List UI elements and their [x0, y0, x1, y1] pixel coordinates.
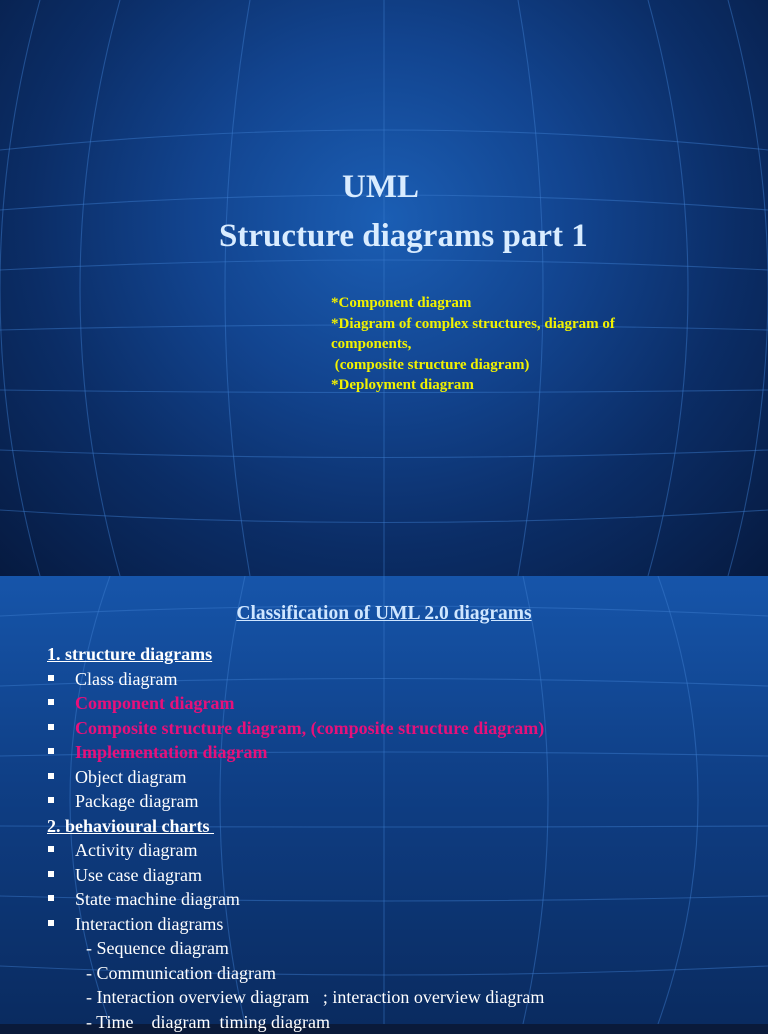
square-bullet-icon [48, 871, 54, 877]
square-bullet-icon [48, 846, 54, 852]
list-item: Activity diagram [47, 838, 747, 863]
square-bullet-icon [48, 724, 54, 730]
slide2-heading: Classification of UML 2.0 diagrams [0, 603, 768, 625]
square-bullet-icon [48, 699, 54, 705]
square-bullet-icon [48, 920, 54, 926]
title-structure-diagrams: Structure diagrams part 1 [219, 215, 588, 257]
sub-list-item: - Communication diagram [47, 961, 747, 986]
sub-list-item: - Time diagram timing diagram [47, 1010, 747, 1034]
section-behavioural-charts: 2. behavioural charts [47, 814, 747, 839]
slide1-topic-list [331, 293, 676, 396]
list-item: Class diagram [47, 667, 747, 692]
list-item: Component diagram [47, 691, 747, 716]
square-bullet-icon [48, 773, 54, 779]
topic-item: *Component diagram [331, 293, 676, 314]
list-item: Use case diagram [47, 863, 747, 888]
list-item: Implementation diagram [47, 740, 747, 765]
square-bullet-icon [48, 675, 54, 681]
topic-item: (composite structure diagram) [331, 355, 676, 376]
section-structure-diagrams: 1. structure diagrams [47, 642, 747, 667]
topic-item: *Deployment diagram [331, 375, 676, 396]
square-bullet-icon [48, 797, 54, 803]
list-item: Interaction diagrams [47, 912, 747, 937]
list-item: Object diagram [47, 765, 747, 790]
sub-list-item: - Interaction overview diagram ; interaction overview diagram [47, 985, 747, 1010]
sub-list-item: - Sequence diagram [47, 936, 747, 961]
square-bullet-icon [48, 748, 54, 754]
title-uml: UML [342, 166, 419, 208]
square-bullet-icon [48, 895, 54, 901]
classification-list [47, 642, 747, 1034]
list-item: State machine diagram [47, 887, 747, 912]
list-item: Package diagram [47, 789, 747, 814]
list-item: Composite structure diagram, (composite structure diagram) [47, 716, 747, 741]
topic-item: *Diagram of complex structures, diagram of components, [331, 314, 676, 355]
